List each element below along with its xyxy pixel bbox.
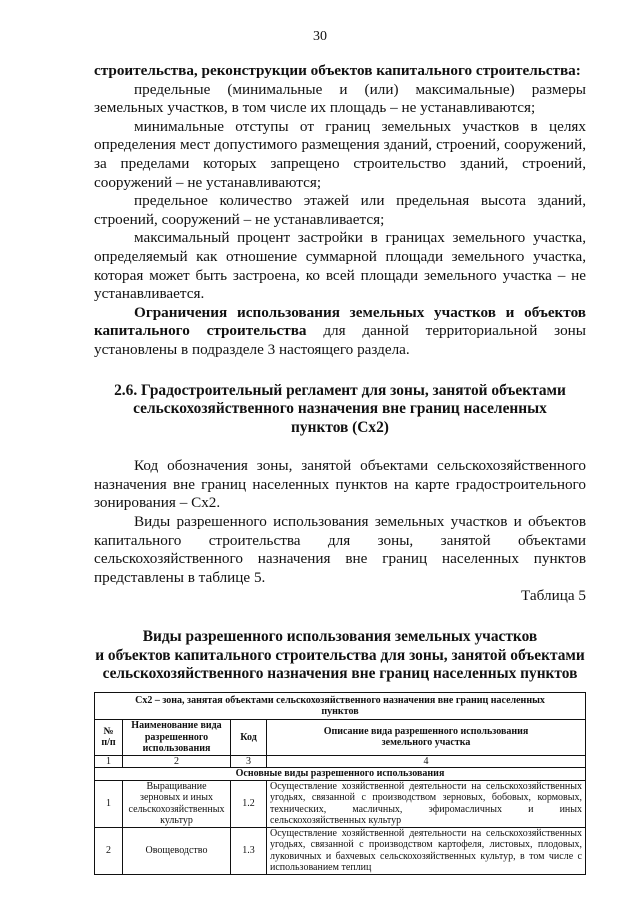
section-title-line-1: 2.6. Градостроительный регламент для зоны, занятой объектами [114, 381, 566, 399]
table-section-row [95, 768, 586, 781]
intro-heading-tail: строительства, реконструкции объектов капитального строительства: [94, 62, 581, 79]
document-body [94, 62, 586, 875]
col-header-num: № п/п [95, 719, 123, 755]
row-name: Выращивание зерновых и иных сельскохозяйственных культур [123, 780, 231, 827]
table-zone-header: Сх2 – зона, занятая объектами сельскохозяйственного назначения вне границ населенных пунктов [95, 692, 586, 719]
zone-code-paragraph: Код обозначения зоны, занятой объектами сельскохозяйственного назначения вне границ населенных пунктов на карте градостроительного зонирования – Сх2. [94, 457, 586, 512]
row-num: 2 [95, 827, 123, 874]
table-zone-header-row [95, 692, 586, 719]
permitted-uses-paragraph: Виды разрешенного использования земельных участков и объектов капитального строительства для зоны, занятой объектами сельскохозяйственного назначения вне границ населенных пунктов представлены в таблице 5. [94, 513, 586, 586]
param-setbacks: минимальные отступы от границ земельных участков в целях определения мест допустимого размещения зданий, строений, сооружений, за пределами которых запрещено строительство зданий, строений, сооружений – не устанавливаются; [94, 117, 586, 191]
row-name: Овощеводство [123, 827, 231, 874]
col-number-2: 2 [123, 755, 231, 768]
page-number: 30 [313, 29, 327, 44]
col-header-desc: Описание вида разрешенного использования земельного участка [267, 719, 586, 755]
table-title-line-2: и объектов капитального строительства для зоны, занятой объектами [95, 646, 585, 664]
row-description: Осуществление хозяйственной деятельности на сельскохозяйственных угодьях, связанной с производством картофеля, листовых, плодовых, луковичных и бахчевых сельскохозяйственных культур, в том числе с использованием теплиц [267, 827, 586, 874]
col-header-name: Наименование вида разрешенного использования [123, 719, 231, 755]
table-row [95, 780, 586, 827]
table-column-header-row [95, 719, 586, 755]
row-code: 1.3 [231, 827, 267, 874]
table-title [94, 628, 586, 684]
section-title [94, 382, 586, 438]
param-floors: предельное количество этажей или предельная высота зданий, строений, сооружений – не устанавливается; [94, 192, 586, 228]
table-title-line-3: сельскохозяйственного назначения вне границ населенных пунктов [102, 665, 578, 683]
permitted-uses-table [94, 692, 586, 875]
table-row [95, 827, 586, 874]
col-number-3: 3 [231, 755, 267, 768]
table-label: Таблица 5 [521, 587, 586, 605]
param-coverage: максимальный процент застройки в границах земельного участка, определяемый как отношение суммарной площади земельного участка, которая может быть застроена, ко всей площади земельного участка – не устанавливается. [94, 229, 586, 303]
limits-rest-text: для данной территориальной зоны установлены в подразделе 3 настоящего раздела. [94, 322, 586, 358]
col-number-1: 1 [95, 755, 123, 768]
table-section-header: Основные виды разрешенного использования [95, 768, 586, 781]
row-description: Осуществление хозяйственной деятельности на сельскохозяйственных угодьях, связанной с производством зерновых, бобовых, кормовых, технических, масличных, эфиромасличных и иных сельскохозяйственных культур [267, 780, 586, 827]
section-title-line-3: пунктов (Сх2) [291, 418, 389, 436]
limits-paragraph [94, 304, 586, 360]
limits-bold-text: Ограничения использования земельных участков и объектов капитального строительства [94, 303, 586, 340]
section-title-line-2: сельскохозяйственного назначения вне границ населенных [133, 400, 547, 418]
table-column-numbers-row [95, 755, 586, 768]
col-header-code: Код [231, 719, 267, 755]
row-code: 1.2 [231, 780, 267, 827]
row-num: 1 [95, 780, 123, 827]
param-plot-sizes: предельные (минимальные и (или) максимальные) размеры земельных участков, в том числе их площадь – не устанавливаются; [94, 80, 586, 117]
col-number-4: 4 [267, 755, 586, 768]
table-title-line-1: Виды разрешенного использования земельных участков [142, 628, 538, 646]
